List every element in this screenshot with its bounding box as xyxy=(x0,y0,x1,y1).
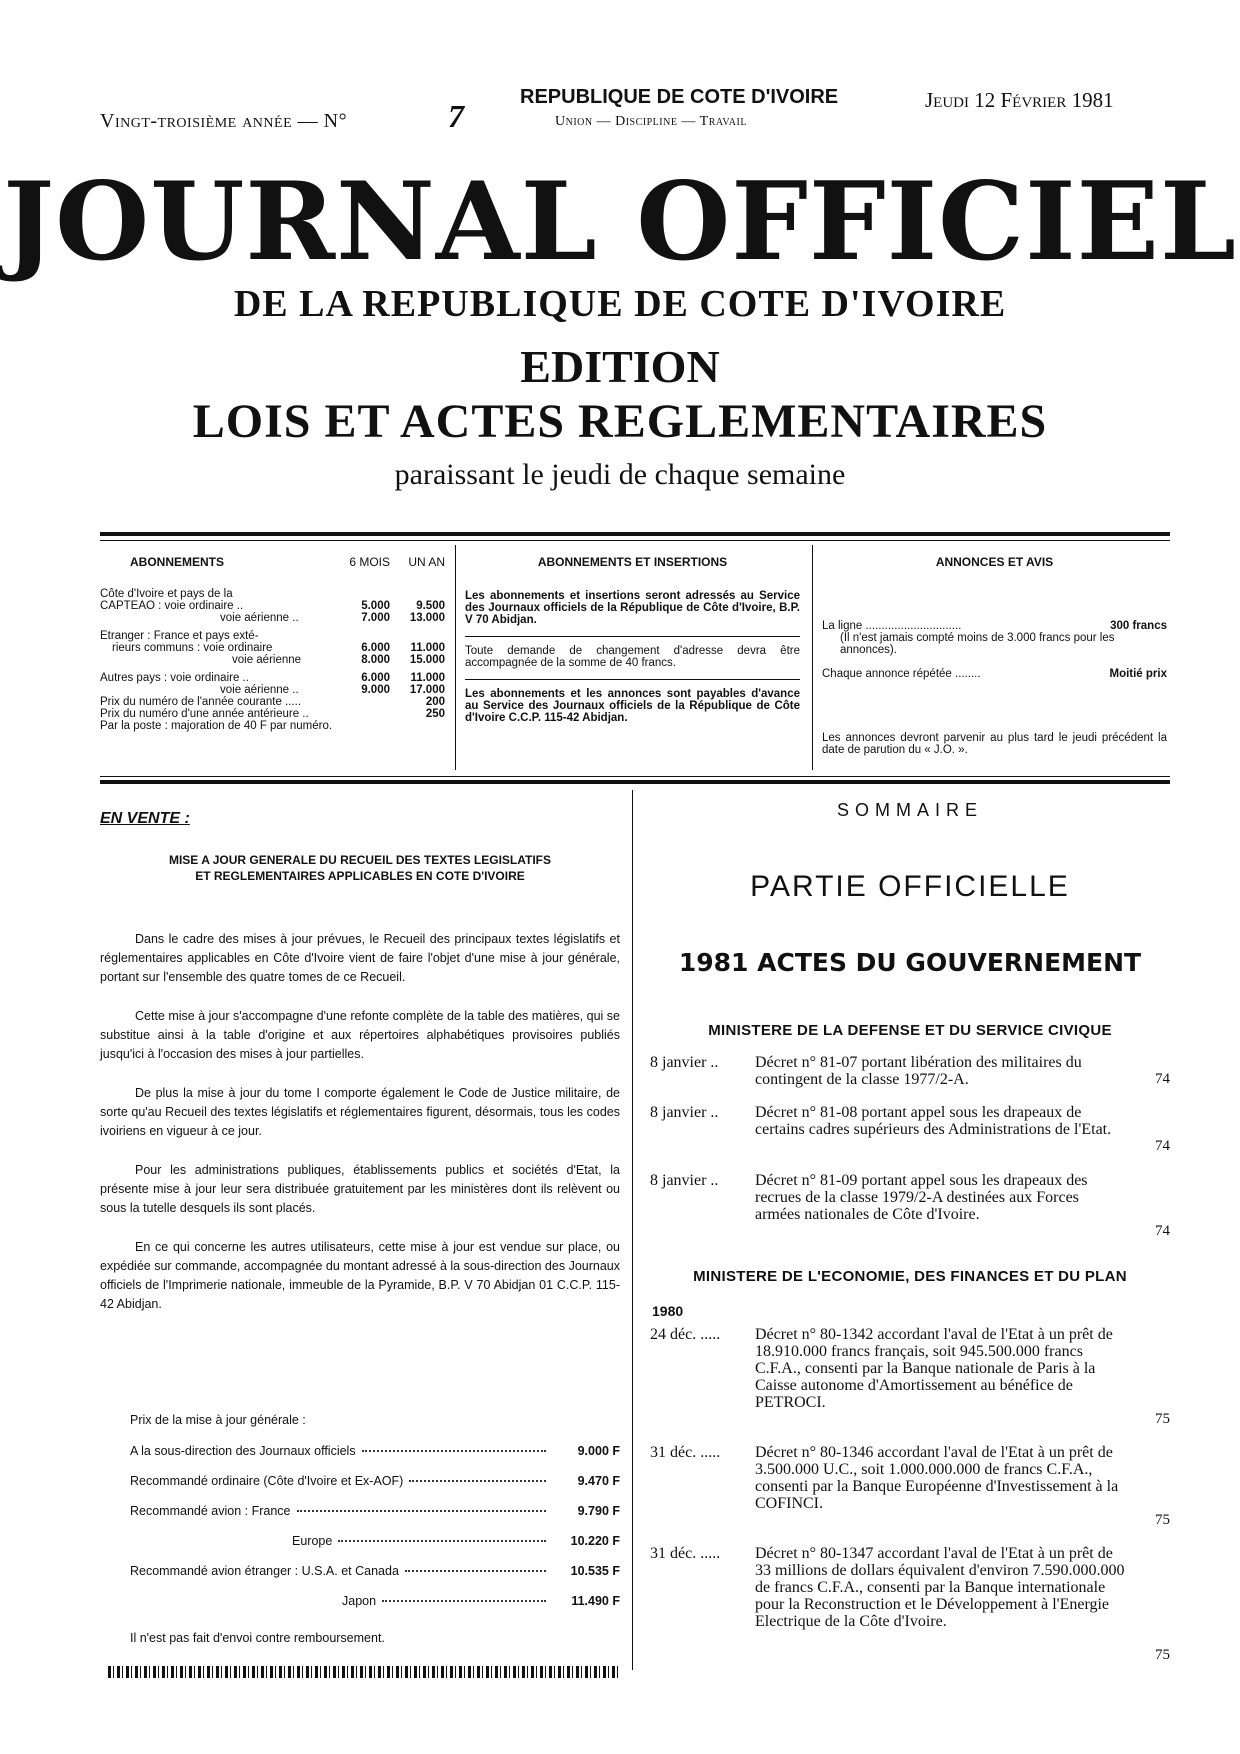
price-value: 9.000 F xyxy=(577,1444,620,1458)
no-cod-note: Il n'est pas fait d'envoi contre remboursement. xyxy=(130,1631,385,1645)
price-value: 9.790 F xyxy=(577,1504,620,1518)
price-row xyxy=(130,1594,620,1624)
price-value: 9.470 F xyxy=(577,1474,620,1488)
top-rule xyxy=(100,532,1170,536)
top-rule-thin xyxy=(100,540,1170,541)
sub-price: 9.500 xyxy=(416,600,445,612)
price-row xyxy=(130,1504,620,1534)
sub-price: 15.000 xyxy=(409,654,445,666)
entry-text: Décret n° 81-07 portant libération des militaires du contingent de la classe 1977/2-A. xyxy=(755,1054,1082,1088)
for-sale-title-line: MISE A JOUR GENERALE DU RECUEIL DES TEXTES LEGISLATIFS xyxy=(168,853,552,867)
price-value: 10.535 F xyxy=(570,1564,620,1578)
column-divider xyxy=(632,790,633,1670)
issue-number: 7 xyxy=(448,98,464,134)
leader-dots xyxy=(382,1600,546,1602)
price-label: A la sous-direction des Journaux officiels xyxy=(130,1444,356,1458)
for-sale-paragraph: Dans le cadre des mises à jour prévues, le Recueil des principaux textes législatifs et réglementaires applicables en Côte d'Ivoire vient de faire l'objet d'une mise à jour générale, portant sur l'ensemble des quatre tomes de ce Recueil. xyxy=(100,932,620,984)
entry-date: 31 déc. ..... xyxy=(650,1444,721,1461)
one-year-header: UN AN xyxy=(408,555,445,569)
insertions-separator xyxy=(465,679,800,680)
price-label: Recommandé avion étranger : U.S.A. et Canada xyxy=(130,1564,399,1578)
sub-line: Côte d'Ivoire et pays de la xyxy=(100,588,233,600)
leader-dots xyxy=(338,1540,546,1542)
leader-dots xyxy=(409,1480,546,1482)
info-divider-2 xyxy=(812,545,813,770)
summary-heading: SOMMAIRE xyxy=(836,800,983,820)
sub-price: 6.000 xyxy=(361,672,390,684)
ad-repeat-label: Chaque annonce répétée ........ xyxy=(822,668,981,680)
price-label: Recommandé ordinaire (Côte d'Ivoire et Ex-AOF) xyxy=(130,1474,404,1488)
sub-price: 17.000 xyxy=(409,684,445,696)
issue-year: Vingt-troisième année — N° xyxy=(100,110,348,132)
sub-price: 5.000 xyxy=(361,600,390,612)
for-sale-paragraph: Pour les administrations publiques, établissements publics et sociétés d'Etat, la présente mise à jour leur sera distribuée gratuitement par les ministères dont ils relèvent ou sous la tutelle desquels ils sont placés. xyxy=(100,1163,620,1215)
ad-deadline: Les annonces devront parvenir au plus tard le jeudi précédent la date de parution du « J.O. ». xyxy=(822,732,1167,756)
price-list xyxy=(130,1444,620,1624)
sub-price: 9.000 xyxy=(361,684,390,696)
sub-price: 6.000 xyxy=(361,642,390,654)
sub-line: voie aérienne .. xyxy=(220,612,299,624)
entry-date: 8 janvier .. xyxy=(650,1104,719,1121)
edition-name: LOIS ET ACTES REGLEMENTAIRES xyxy=(192,395,1048,448)
entry-page: 74 xyxy=(1155,1071,1170,1087)
entry-text: Décret n° 80-1346 accordant l'aval de l'Etat à un prêt de 3.500.000 U.C., soit 1.000.000.000 de francs C.F.A., consenti par la Banque Européenne d'Investissement à la COFINCI. xyxy=(755,1444,1119,1512)
price-row xyxy=(130,1534,620,1564)
for-sale-body xyxy=(100,930,620,1314)
ministry-heading: MINISTERE DE L'ECONOMIE, DES FINANCES ET DU PLAN xyxy=(693,1268,1127,1285)
sub-line: rieurs communs : voie ordinaire xyxy=(112,642,273,654)
ad-repeat-price: Moitié prix xyxy=(1109,668,1167,680)
leader-dots xyxy=(362,1450,546,1452)
issue-date: Jeudi 12 Février 1981 xyxy=(925,88,1114,112)
price-value: 11.490 F xyxy=(571,1594,620,1608)
sub-line: Autres pays : voie ordinaire .. xyxy=(100,672,249,684)
printer-strip xyxy=(108,1666,620,1678)
price-label: Europe xyxy=(292,1534,333,1548)
sub-line: voie aérienne .. xyxy=(220,684,299,696)
info-divider-1 xyxy=(455,545,456,770)
entry-page: 74 xyxy=(1155,1223,1170,1239)
entry-text: Décret n° 80-1347 accordant l'aval de l'Etat à un prêt de 33 millions de dollars équivalent d'environ 7.590.000.000 de francs C.F.A., consenti par la Banque internationale pour la Reconstruction et le Développement à l'Energie Electrique de la Côte d'Ivoire. xyxy=(755,1545,1125,1630)
sub-price: 250 xyxy=(425,708,445,720)
official-part-heading: PARTIE OFFICIELLE xyxy=(750,870,1070,903)
entry-date: 8 janvier .. xyxy=(650,1172,719,1189)
insertions-paragraph: Toute demande de changement d'adresse devra être accompagnée de la somme de 40 francs. xyxy=(465,645,800,669)
for-sale-title-line: ET REGLEMENTAIRES APPLICABLES EN COTE D'IVOIRE xyxy=(195,869,525,883)
ad-line-price: 300 francs xyxy=(1110,620,1167,632)
for-sale-title xyxy=(100,852,620,884)
announcements-box xyxy=(822,556,1167,756)
sub-price: 7.000 xyxy=(361,612,390,624)
for-sale-heading: EN VENTE : xyxy=(100,810,190,827)
price-label: Japon xyxy=(342,1594,377,1608)
price-row xyxy=(130,1444,620,1474)
entry-page: 75 xyxy=(1155,1512,1170,1528)
government-acts-heading: 1981 ACTES DU GOUVERNEMENT xyxy=(678,948,1142,977)
sub-line: Par la poste : majoration de 40 F par numéro. xyxy=(100,720,333,732)
leader-dots xyxy=(405,1570,546,1572)
republic-name: REPUBLIQUE DE COTE D'IVOIRE xyxy=(520,86,839,108)
leader-dots xyxy=(297,1510,547,1512)
sub-price: 11.000 xyxy=(410,642,445,654)
insertions-heading: ABONNEMENTS ET INSERTIONS xyxy=(537,555,728,569)
entry-date: 8 janvier .. xyxy=(650,1054,719,1071)
for-sale-paragraph: De plus la mise à jour du tome I comporte également le Code de Justice militaire, de sorte qu'au Recueil des textes législatifs et réglementaires figurent, désormais, tous les codes ivoiriens en vigueur à ce jour. xyxy=(100,1086,620,1138)
entry-text: Décret n° 81-08 portant appel sous les drapeaux de certains cadres supérieurs des Administrations de l'Etat. xyxy=(755,1104,1112,1138)
for-sale-paragraph: Cette mise à jour s'accompagne d'une refonte complète de la table des matières, qui se substitue ainsi à la table d'origine et aux répertoires alphabétiques provisoires publiés jusqu'ici à l'occasion des mises à jour partielles. xyxy=(100,1009,620,1061)
price-row xyxy=(130,1474,620,1504)
publication-frequency: paraissant le jeudi de chaque semaine xyxy=(394,458,846,491)
journal-subtitle: DE LA REPUBLIQUE DE COTE D'IVOIRE xyxy=(233,283,1007,325)
insertions-separator xyxy=(465,636,800,637)
sub-line: voie aérienne xyxy=(232,654,302,666)
sub-line: Prix du numéro d'une année antérieure .. xyxy=(100,708,309,720)
ministry-heading: MINISTERE DE LA DEFENSE ET DU SERVICE CIVIQUE xyxy=(708,1022,1112,1039)
insertions-box xyxy=(465,556,800,724)
entry-date: 31 déc. ..... xyxy=(650,1545,721,1562)
for-sale-paragraph: En ce qui concerne les autres utilisateurs, cette mise à jour est vendue sur place, ou expédiée sur commande, accompagnée du montant adressé à la sous-direction des Journaux officiels de l'Imprimerie nationale, immeuble de la Pyramide, B.P. V 70 Abidjan 01 C.C.P. 115-42 Abidjan. xyxy=(100,1240,620,1311)
year-heading: 1980 xyxy=(652,1303,684,1319)
sub-price: 11.000 xyxy=(410,672,445,684)
sub-price: 8.000 xyxy=(361,654,390,666)
national-motto: Union — Discipline — Travail xyxy=(555,114,747,129)
entry-text: Décret n° 80-1342 accordant l'aval de l'Etat à un prêt de 18.910.000 francs français, soit 945.500.000 francs C.F.A., consenti par la Banque nationale de Paris à la Caisse autonome d'Amortissement au bénéfice de PETROCI. xyxy=(755,1326,1113,1411)
subscriptions-heading: ABONNEMENTS xyxy=(130,555,225,569)
entry-date: 24 déc. ..... xyxy=(650,1326,721,1343)
sub-price: 13.000 xyxy=(409,612,445,624)
entry-page: 74 xyxy=(1155,1138,1170,1154)
announcements-heading: ANNONCES ET AVIS xyxy=(935,555,1054,569)
edition-label: EDITION xyxy=(520,341,720,392)
sub-price: 200 xyxy=(425,696,445,708)
sub-line: CAPTEAO : voie ordinaire .. xyxy=(100,600,244,612)
sub-line: Prix du numéro de l'année courante ..... xyxy=(100,696,302,708)
price-heading: Prix de la mise à jour générale : xyxy=(130,1413,306,1427)
six-months-header: 6 MOIS xyxy=(349,555,390,569)
entry-text: Décret n° 81-09 portant appel sous les drapeaux des recrues de la classe 1979/2-A destinées aux Forces armées nationales de Côte d'Ivoire. xyxy=(755,1172,1088,1223)
insertions-paragraph: Les abonnements et insertions seront adressés au Service des Journaux officiels de la République de Côte d'Ivoire, B.P. V 70 Abidjan. xyxy=(465,590,800,626)
price-label: Recommandé avion : France xyxy=(130,1504,291,1518)
sub-line: Etranger : France et pays exté- xyxy=(100,630,259,642)
price-value: 10.220 F xyxy=(570,1534,620,1548)
subscriptions-box xyxy=(100,556,445,732)
ad-line-note: (Il n'est jamais compté moins de 3.000 francs pour les annonces). xyxy=(840,632,1115,656)
journal-title: JOURNAL OFFICIEL xyxy=(3,159,1237,285)
entry-page: 75 xyxy=(1155,1411,1170,1427)
ad-line-label: La ligne .............................. xyxy=(822,620,962,632)
bottom-rule-thin xyxy=(100,776,1170,777)
price-row xyxy=(130,1564,620,1594)
bottom-rule xyxy=(100,780,1170,784)
insertions-paragraph: Les abonnements et les annonces sont payables d'avance au Service des Journaux officiels de la République de Côte d'Ivoire C.C.P. 115-42 Abidjan. xyxy=(465,688,800,724)
entry-page: 75 xyxy=(1155,1647,1170,1663)
